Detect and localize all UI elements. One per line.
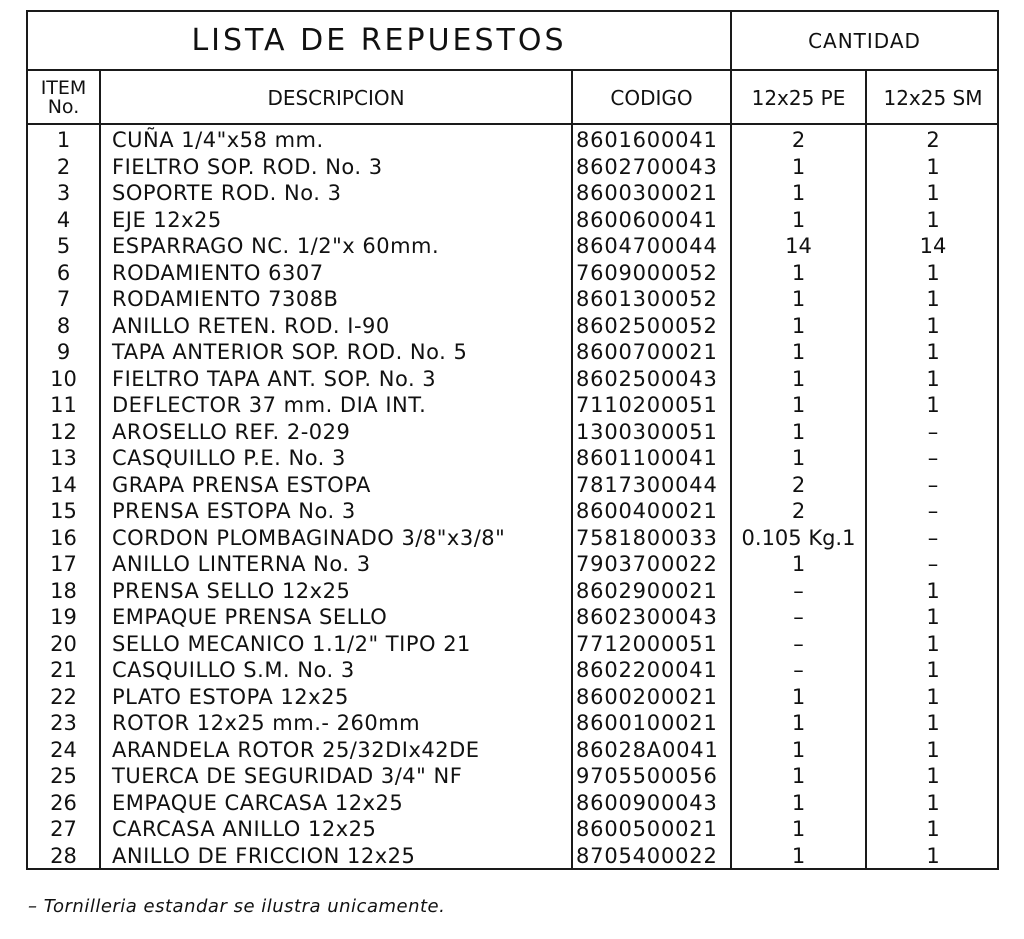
item-number: 11: [50, 393, 77, 417]
part-description: SOPORTE ROD. No. 3: [112, 181, 342, 205]
item-number: 25: [50, 764, 77, 788]
sm-quantity: –: [927, 419, 939, 444]
pe-quantity: 1: [791, 181, 806, 205]
part-code: 8600300021: [576, 181, 718, 205]
part-code: 8602300043: [576, 605, 718, 629]
part-description: FIELTRO TAPA ANT. SOP. No. 3: [112, 366, 437, 391]
part-code: 8602700043: [576, 154, 718, 179]
part-code: 7609000052: [576, 260, 718, 285]
footnote: – Tornilleria estandar se ilustra unicamente.: [28, 896, 446, 917]
pe-quantity-header: 12x25 PE: [751, 86, 846, 110]
sm-quantity-header: 12x25 SM: [883, 86, 983, 110]
table-row: [28, 498, 999, 525]
sm-quantity: –: [927, 446, 939, 470]
code-header: CODIGO: [610, 86, 693, 110]
table-row: [28, 260, 999, 287]
item-number: 18: [50, 578, 77, 603]
sm-quantity: 1: [926, 313, 940, 338]
part-description: ARANDELA ROTOR 25/32DIx42DE: [112, 737, 480, 762]
pe-quantity: 1: [791, 817, 806, 841]
table-row: [28, 657, 999, 684]
part-description: PRENSA SELLO 12x25: [112, 578, 351, 603]
quantity-header: CANTIDAD: [808, 29, 921, 53]
part-description: TUERCA DE SEGURIDAD 3/4" NF: [112, 764, 463, 788]
sm-quantity: 1: [926, 764, 940, 788]
sm-quantity: 1: [926, 790, 940, 815]
sm-quantity: –: [927, 499, 939, 523]
item-number: 23: [50, 711, 77, 735]
item-number: 4: [56, 207, 71, 232]
pe-quantity: 1: [791, 764, 806, 788]
pe-quantity: –: [793, 578, 804, 603]
item-number: 2: [56, 154, 71, 179]
sm-quantity: 1: [926, 393, 940, 417]
item-number: 6: [56, 260, 71, 285]
item-number-header: [28, 72, 99, 124]
sm-quantity: 1: [926, 843, 940, 868]
item-header-line1: ITEM: [40, 77, 87, 99]
table-row: [28, 578, 999, 605]
sm-quantity: –: [927, 525, 939, 550]
sm-quantity: 1: [926, 578, 940, 603]
part-description: TAPA ANTERIOR SOP. ROD. No. 5: [112, 340, 468, 364]
sm-quantity: 1: [926, 631, 940, 656]
sm-quantity: 1: [926, 711, 940, 735]
item-number: 20: [50, 631, 77, 656]
sm-quantity: 2: [926, 128, 940, 152]
part-description: ANILLO DE FRICCION 12x25: [112, 843, 416, 868]
pe-quantity: 2: [791, 472, 806, 497]
pe-quantity: 1: [791, 790, 806, 815]
sm-quantity: 1: [926, 658, 940, 682]
pe-quantity: 1: [791, 207, 806, 232]
part-description: RODAMIENTO 7308B: [112, 287, 339, 311]
table-row: [28, 790, 999, 817]
part-description: EJE 12x25: [112, 207, 222, 232]
parts-list-table: [26, 10, 999, 870]
sm-quantity: 1: [926, 817, 940, 841]
table-row: [28, 472, 999, 499]
table-row: [28, 366, 999, 393]
part-code: 8601300052: [576, 287, 718, 311]
part-description: GRAPA PRENSA ESTOPA: [112, 472, 371, 497]
item-header-line2: No.: [47, 96, 80, 118]
part-code: 8600600041: [576, 207, 718, 232]
sm-quantity: 1: [926, 605, 940, 629]
table-row: [28, 816, 999, 843]
table-row: [28, 154, 999, 181]
part-code: 7817300044: [576, 472, 718, 497]
pe-quantity: 1: [791, 711, 806, 735]
table-row: [28, 419, 999, 446]
table-row: [28, 684, 999, 711]
table-row: [28, 127, 999, 154]
part-code: 8602200041: [576, 658, 718, 682]
part-code: 7903700022: [576, 552, 718, 576]
part-description: ESPARRAGO NC. 1/2"x 60mm.: [112, 234, 440, 258]
part-description: CUÑA 1/4"x58 mm.: [112, 128, 324, 152]
part-code: 8600200021: [576, 684, 718, 709]
pe-quantity: 1: [791, 154, 806, 179]
description-header: DESCRIPCION: [267, 86, 405, 110]
sm-quantity: 1: [926, 181, 940, 205]
table-row: [28, 445, 999, 472]
part-code: 8602900021: [576, 578, 718, 603]
pe-quantity: 1: [791, 313, 806, 338]
part-code: 8601100041: [576, 446, 718, 470]
part-description: ANILLO LINTERNA No. 3: [112, 552, 371, 576]
part-code: 7581800033: [576, 525, 718, 550]
sm-quantity: –: [927, 552, 939, 576]
item-number: 17: [50, 552, 77, 576]
part-code: 8601600041: [576, 128, 718, 152]
item-number: 14: [50, 472, 77, 497]
sm-quantity: 1: [926, 366, 940, 391]
pe-quantity: 1: [791, 737, 806, 762]
pe-quantity: 14: [785, 234, 812, 258]
item-number: 13: [50, 446, 77, 470]
part-code: 8705400022: [576, 843, 718, 868]
table-row: [28, 233, 999, 260]
sm-quantity: –: [927, 472, 939, 497]
sm-quantity: 1: [926, 684, 940, 709]
sm-quantity: 1: [926, 287, 940, 311]
table-row: [28, 180, 999, 207]
table-row: [28, 339, 999, 366]
item-number: 24: [50, 737, 77, 762]
sm-quantity: 1: [926, 207, 940, 232]
item-number: 27: [50, 817, 77, 841]
item-number: 15: [50, 499, 77, 523]
part-description: EMPAQUE CARCASA 12x25: [112, 790, 404, 815]
item-number: 1: [56, 128, 71, 152]
table-row: [28, 710, 999, 737]
item-number: 10: [50, 366, 77, 391]
part-code: 9705500056: [576, 764, 718, 788]
part-code: 8602500052: [576, 313, 718, 338]
table-row: [28, 737, 999, 764]
table-row: [28, 207, 999, 234]
item-number: 12: [50, 419, 77, 444]
item-number: 9: [56, 340, 71, 364]
item-number: 22: [50, 684, 77, 709]
part-description: PRENSA ESTOPA No. 3: [112, 499, 356, 523]
part-code: 8600900043: [576, 790, 718, 815]
part-description: CORDON PLOMBAGINADO 3/8"x3/8": [112, 525, 506, 550]
part-description: CASQUILLO S.M. No. 3: [112, 658, 355, 682]
table-row: [28, 604, 999, 631]
item-number: 26: [50, 790, 77, 815]
pe-quantity: 1: [791, 366, 806, 391]
part-code: 8600400021: [576, 499, 718, 523]
part-code: 8604700044: [576, 234, 718, 258]
part-code: 7110200051: [576, 393, 718, 417]
sm-quantity: 1: [926, 340, 940, 364]
sm-quantity: 1: [926, 737, 940, 762]
part-description: CASQUILLO P.E. No. 3: [112, 446, 346, 470]
part-description: FIELTRO SOP. ROD. No. 3: [112, 154, 383, 179]
table-row: [28, 525, 999, 552]
part-description: RODAMIENTO 6307: [112, 260, 324, 285]
pe-quantity: 1: [791, 446, 806, 470]
table-row: [28, 286, 999, 313]
sm-quantity: 14: [919, 234, 947, 258]
pe-quantity: 0.105 Kg.1: [741, 525, 856, 550]
part-code: 8602500043: [576, 366, 718, 391]
part-description: PLATO ESTOPA 12x25: [112, 684, 349, 709]
table-row: [28, 763, 999, 790]
pe-quantity: –: [793, 658, 804, 682]
part-code: 1300300051: [576, 419, 718, 444]
pe-quantity: 1: [791, 260, 806, 285]
item-number: 21: [50, 658, 77, 682]
item-number: 8: [56, 313, 71, 338]
pe-quantity: 2: [791, 499, 806, 523]
table-row: [28, 631, 999, 658]
table-body: [28, 127, 999, 869]
part-code: 8600100021: [576, 711, 718, 735]
pe-quantity: –: [793, 605, 804, 629]
pe-quantity: 2: [791, 128, 806, 152]
item-number: 16: [50, 525, 77, 550]
pe-quantity: 1: [791, 552, 806, 576]
item-number: 7: [56, 287, 71, 311]
part-description: AROSELLO REF. 2-029: [112, 419, 351, 444]
item-number: 5: [56, 234, 71, 258]
pe-quantity: 1: [791, 287, 806, 311]
table-row: [28, 551, 999, 578]
part-code: 86028A0041: [576, 737, 719, 762]
table-title: LISTA DE REPUESTOS: [191, 23, 567, 58]
table-row: [28, 392, 999, 419]
table-row: [28, 843, 999, 870]
pe-quantity: 1: [791, 843, 806, 868]
part-description: SELLO MECANICO 1.1/2" TIPO 21: [112, 631, 471, 656]
part-description: EMPAQUE PRENSA SELLO: [112, 605, 388, 629]
table-row: [28, 313, 999, 340]
item-number: 19: [50, 605, 77, 629]
part-code: 8600700021: [576, 340, 718, 364]
part-description: DEFLECTOR 37 mm. DIA INT.: [112, 393, 427, 417]
sm-quantity: 1: [926, 154, 940, 179]
pe-quantity: –: [793, 631, 804, 656]
part-code: 7712000051: [576, 631, 718, 656]
part-description: ANILLO RETEN. ROD. I-90: [112, 313, 390, 338]
item-number: 28: [50, 843, 77, 868]
item-number: 3: [56, 181, 71, 205]
part-description: CARCASA ANILLO 12x25: [112, 817, 377, 841]
sm-quantity: 1: [926, 260, 940, 285]
part-code: 8600500021: [576, 817, 718, 841]
pe-quantity: 1: [791, 419, 806, 444]
part-description: ROTOR 12x25 mm.- 260mm: [112, 711, 421, 735]
pe-quantity: 1: [791, 684, 806, 709]
pe-quantity: 1: [791, 340, 806, 364]
pe-quantity: 1: [791, 393, 806, 417]
